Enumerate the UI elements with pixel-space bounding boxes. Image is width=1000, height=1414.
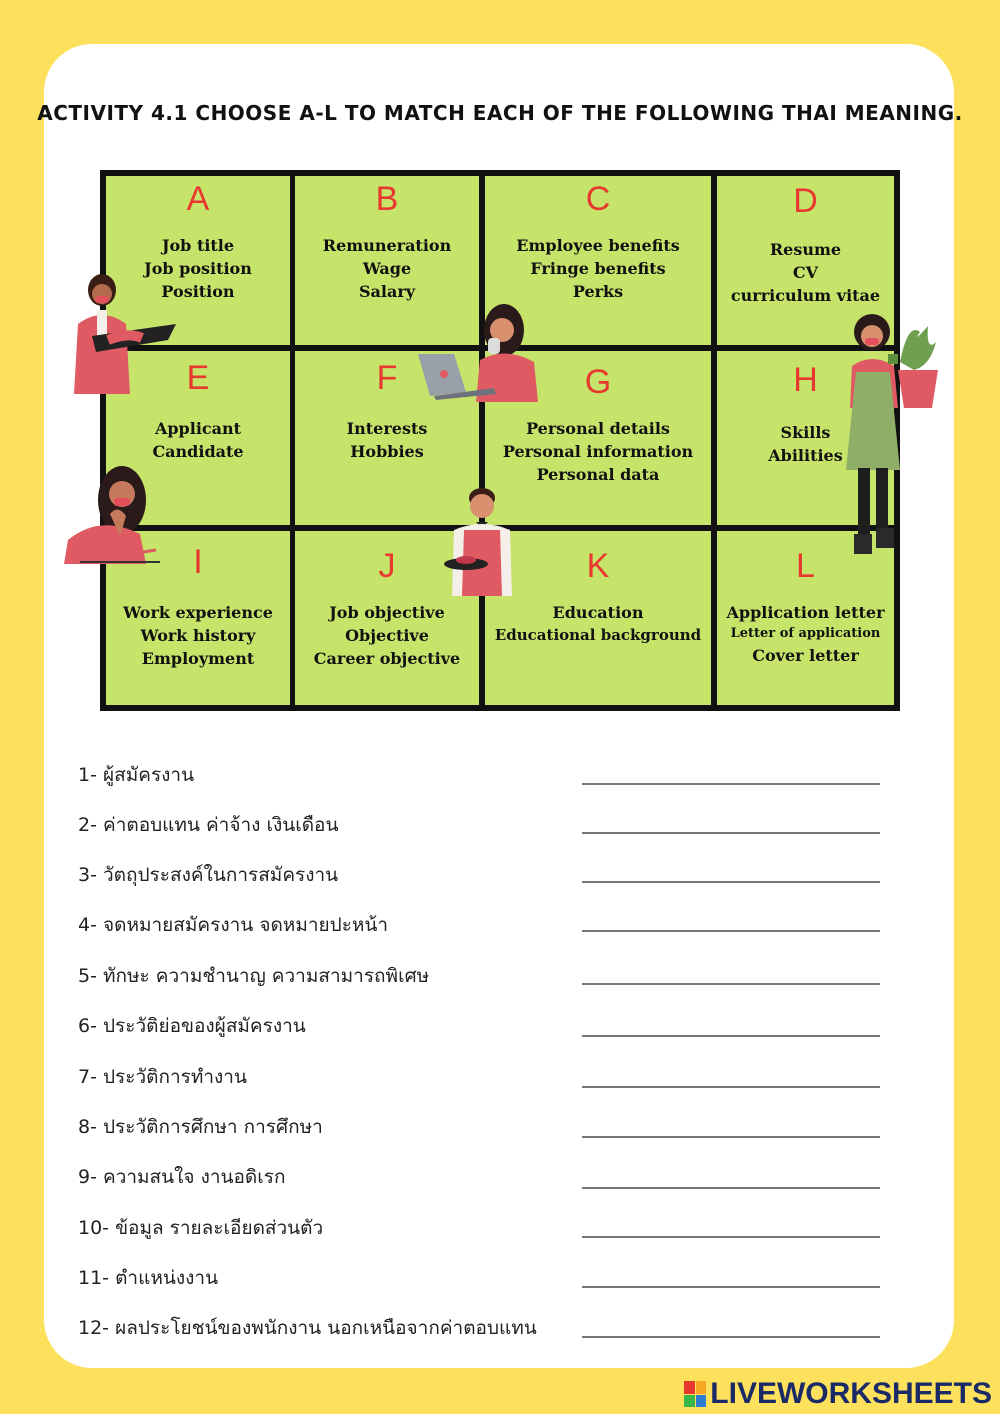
answer-line-1[interactable] <box>582 783 880 785</box>
term: Wage <box>362 259 412 278</box>
question-1: 1- ผู้สมัครงาน <box>78 764 195 786</box>
term: Career objective <box>313 649 461 668</box>
term: Employment <box>141 649 255 668</box>
woman-thinking-illustration <box>60 464 170 570</box>
term: Personal data <box>536 465 660 484</box>
answer-line-3[interactable] <box>582 881 880 883</box>
term: CV <box>792 263 819 282</box>
brand-name: LIVEWORKSHEETS <box>710 1377 992 1410</box>
cell-terms <box>717 238 894 307</box>
cell-letter: C <box>585 180 611 218</box>
term: Job position <box>144 259 252 278</box>
term: Perks <box>572 282 624 301</box>
cell-letter: J <box>378 547 396 585</box>
answer-line-8[interactable] <box>582 1136 880 1138</box>
cell-letter: K <box>586 547 610 585</box>
cell-terms <box>295 417 479 463</box>
term: Work experience <box>123 603 273 622</box>
term: Remuneration <box>322 236 452 255</box>
term: Objective <box>345 626 429 645</box>
cell-terms <box>485 234 711 303</box>
businesswoman-clipboard-illustration <box>64 266 184 396</box>
term: Education <box>552 603 644 622</box>
cell-letter: D <box>793 182 818 220</box>
question-7: 7- ประวัติการทำงาน <box>78 1066 247 1088</box>
term: Fringe benefits <box>530 259 666 278</box>
cell-letter: I <box>193 543 203 581</box>
term: Skills <box>780 423 831 442</box>
answer-line-5[interactable] <box>582 983 880 985</box>
answer-line-7[interactable] <box>582 1086 880 1088</box>
match-grid <box>100 170 900 711</box>
question-4: 4- จดหมายสมัครงาน จดหมายปะหน้า <box>78 914 389 936</box>
answer-line-6[interactable] <box>582 1035 880 1037</box>
question-5: 5- ทักษะ ความชำนาญ ความสามารถพิเศษ <box>78 965 430 987</box>
cell-letter: L <box>796 547 815 585</box>
term: Cover letter <box>752 646 859 665</box>
question-12: 12- ผลประโยชน์ของพนักงาน นอกเหนือจากค่าตอบแทน <box>78 1317 537 1339</box>
term: curriculum vitae <box>730 286 881 305</box>
cell-terms <box>485 417 711 486</box>
question-8: 8- ประวัติการศึกษา การศึกษา <box>78 1116 323 1138</box>
cell-letter: B <box>375 180 399 218</box>
term: Resume <box>769 240 842 259</box>
answer-line-11[interactable] <box>582 1286 880 1288</box>
question-9: 9- ความสนใจ งานอดิเรก <box>78 1166 286 1188</box>
answer-line-10[interactable] <box>582 1236 880 1238</box>
term: Personal details <box>526 419 670 438</box>
answer-line-9[interactable] <box>582 1187 880 1189</box>
cell-terms <box>295 601 479 670</box>
activity-title: ACTIVITY 4.1 CHOOSE A-L TO MATCH EACH OF THE FOLLOWING THAI MEANING. <box>37 101 963 125</box>
term: Letter of application <box>730 626 881 641</box>
answer-line-12[interactable] <box>582 1336 880 1338</box>
cell-letter: E <box>186 359 210 397</box>
term: Position <box>161 282 235 301</box>
term: Application letter <box>726 603 885 622</box>
term: Work history <box>140 626 256 645</box>
term: Applicant <box>154 419 242 438</box>
cell-letter: G <box>584 363 612 401</box>
term: Salary <box>358 282 416 301</box>
question-2: 2- ค่าตอบแทน ค่าจ้าง เงินเดือน <box>78 814 339 836</box>
term: Personal information <box>502 442 694 461</box>
term: Educational background <box>494 626 702 644</box>
cell-terms <box>295 234 479 303</box>
cell-terms <box>106 601 290 670</box>
cell-letter: F <box>376 359 398 397</box>
waiter-illustration <box>440 484 524 600</box>
term: Interests <box>346 419 428 438</box>
cell-terms <box>106 417 290 463</box>
question-10: 10- ข้อมูล รายละเอียดส่วนตัว <box>78 1217 324 1239</box>
answer-line-4[interactable] <box>582 930 880 932</box>
term: Hobbies <box>350 442 424 461</box>
woman-plant-illustration <box>842 312 946 558</box>
question-3: 3- วัตถุประสงค์ในการสมัครงาน <box>78 864 339 886</box>
term: Job objective <box>329 603 445 622</box>
answer-line-2[interactable] <box>582 832 880 834</box>
cell-letter: H <box>793 361 818 399</box>
liveworksheets-brand[interactable] <box>684 1376 992 1412</box>
cell-terms <box>717 601 894 667</box>
question-6: 6- ประวัติย่อของผู้สมัครงาน <box>78 1015 306 1037</box>
woman-laptop-illustration <box>414 300 544 405</box>
liveworksheets-logo-icon <box>684 1381 706 1407</box>
term: Job title <box>161 236 235 255</box>
cell-terms <box>485 601 711 647</box>
term: Abilities <box>768 446 843 465</box>
term: Employee benefits <box>516 236 680 255</box>
cell-letter: A <box>186 180 210 218</box>
question-11: 11- ตำแหน่งงาน <box>78 1267 219 1289</box>
term: Candidate <box>152 442 244 461</box>
